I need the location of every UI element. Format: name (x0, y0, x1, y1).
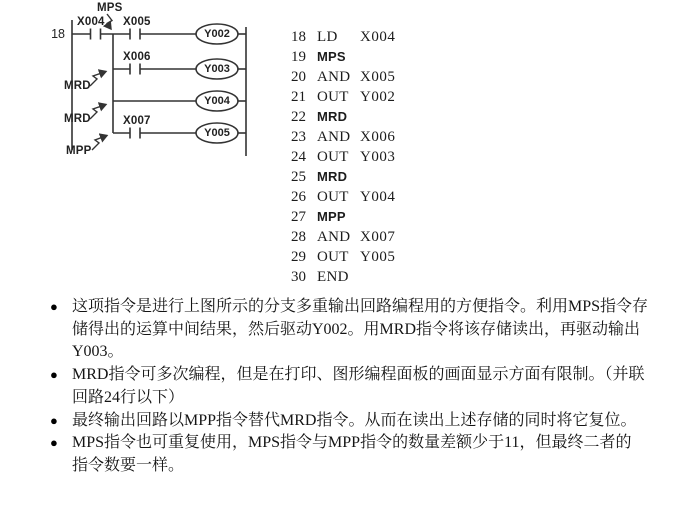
opcode: END (317, 269, 349, 285)
opcode: AND (317, 129, 351, 145)
instruction-row (291, 147, 431, 167)
coil-y004-label: Y004 (204, 94, 230, 107)
instruction-row (291, 107, 431, 127)
note-line: MPS指令也可重复使用，MPS指令与MPP指令的数量差额少于11，但最终二者的 (72, 434, 632, 452)
step-number: 30 (291, 269, 306, 285)
step-number: 22 (291, 109, 306, 125)
instruction-row (291, 67, 431, 87)
mps-arrow-icon (107, 14, 112, 29)
operand: Y003 (360, 149, 396, 165)
instruction-row (291, 267, 431, 287)
opcode: MRD (317, 109, 348, 124)
step-number: 20 (291, 69, 306, 85)
note-item (50, 296, 670, 364)
instruction-row (291, 187, 431, 207)
bullet-icon: ● (50, 412, 58, 428)
operand: X004 (360, 29, 396, 45)
instruction-row (291, 227, 431, 247)
instruction-row (291, 127, 431, 147)
opcode: MPS (317, 49, 346, 64)
operand: Y004 (360, 189, 396, 205)
instruction-row (291, 47, 431, 67)
contact-x006-label: X006 (123, 51, 151, 63)
instruction-row (291, 207, 431, 227)
note-line: 储得出的运算中间结果，然后驱动Y002。用MRD指令将该存储读出，再驱动输出 (72, 320, 641, 338)
instruction-row (291, 27, 431, 47)
mrd1-label: MRD (64, 80, 91, 92)
step-number: 18 (291, 29, 306, 45)
opcode: MRD (317, 169, 348, 184)
opcode: OUT (317, 189, 349, 205)
note-text (72, 364, 668, 409)
contact-x004-label: X004 (77, 16, 105, 28)
mrd2-arrow-icon (90, 105, 106, 120)
opcode: OUT (317, 249, 349, 265)
step-number: 27 (291, 209, 306, 225)
ladder-diagram (0, 0, 270, 175)
step-number: 28 (291, 229, 306, 245)
coil-y005-label: Y005 (204, 126, 230, 139)
bullet-icon: ● (50, 299, 58, 314)
operand: Y005 (360, 249, 396, 265)
coil-y002-label: Y002 (204, 27, 230, 40)
note-line: Y003。 (72, 343, 124, 361)
operand: X007 (360, 229, 396, 245)
note-item (50, 432, 670, 477)
rung-number: 18 (51, 27, 65, 41)
mps-label: MPS (97, 2, 123, 14)
operand: X006 (360, 129, 396, 145)
instruction-row (291, 87, 431, 107)
instruction-list (291, 27, 431, 287)
opcode: AND (317, 69, 351, 85)
instruction-row (291, 247, 431, 267)
operand: X005 (360, 69, 396, 85)
step-number: 25 (291, 169, 306, 185)
note-text (72, 296, 668, 364)
note-item (50, 410, 670, 433)
opcode: AND (317, 229, 351, 245)
step-number: 24 (291, 149, 306, 165)
step-number: 26 (291, 189, 306, 205)
note-line: 最终输出回路以MPP指令替代MRD指令。从而在读出上述存储的同时将它复位。 (72, 411, 637, 429)
operand: Y002 (360, 89, 396, 105)
step-number: 19 (291, 49, 306, 65)
coil-y003-label: Y003 (204, 62, 230, 75)
mpp-arrow-icon (92, 136, 107, 151)
note-text (72, 410, 668, 433)
step-number: 29 (291, 249, 306, 265)
notes-list (50, 296, 670, 478)
note-text (72, 432, 668, 477)
opcode: OUT (317, 89, 349, 105)
contact-x007-label: X007 (123, 115, 151, 127)
opcode: LD (317, 29, 338, 45)
step-number: 23 (291, 129, 306, 145)
mrd1-arrow-icon (90, 72, 106, 87)
bullet-icon: ● (50, 367, 58, 383)
note-item (50, 364, 670, 409)
mrd2-label: MRD (64, 113, 91, 125)
note-line: MRD指令可多次编程，但是在打印、图形编程面板的画面显示方面有限制。（并联 (72, 366, 645, 384)
mpp-label: MPP (66, 145, 92, 157)
opcode: MPP (317, 209, 346, 224)
step-number: 21 (291, 89, 306, 105)
contact-x005-label: X005 (123, 16, 151, 28)
note-line: 这项指令是进行上图所示的分支多重输出回路编程用的方便指令。利用MPS指令存 (72, 298, 649, 315)
note-line: 回路24行以下） (72, 388, 185, 406)
opcode: OUT (317, 149, 349, 165)
instruction-row (291, 167, 431, 187)
bullet-icon: ● (50, 435, 58, 451)
note-line: 指令数要一样。 (72, 456, 185, 474)
